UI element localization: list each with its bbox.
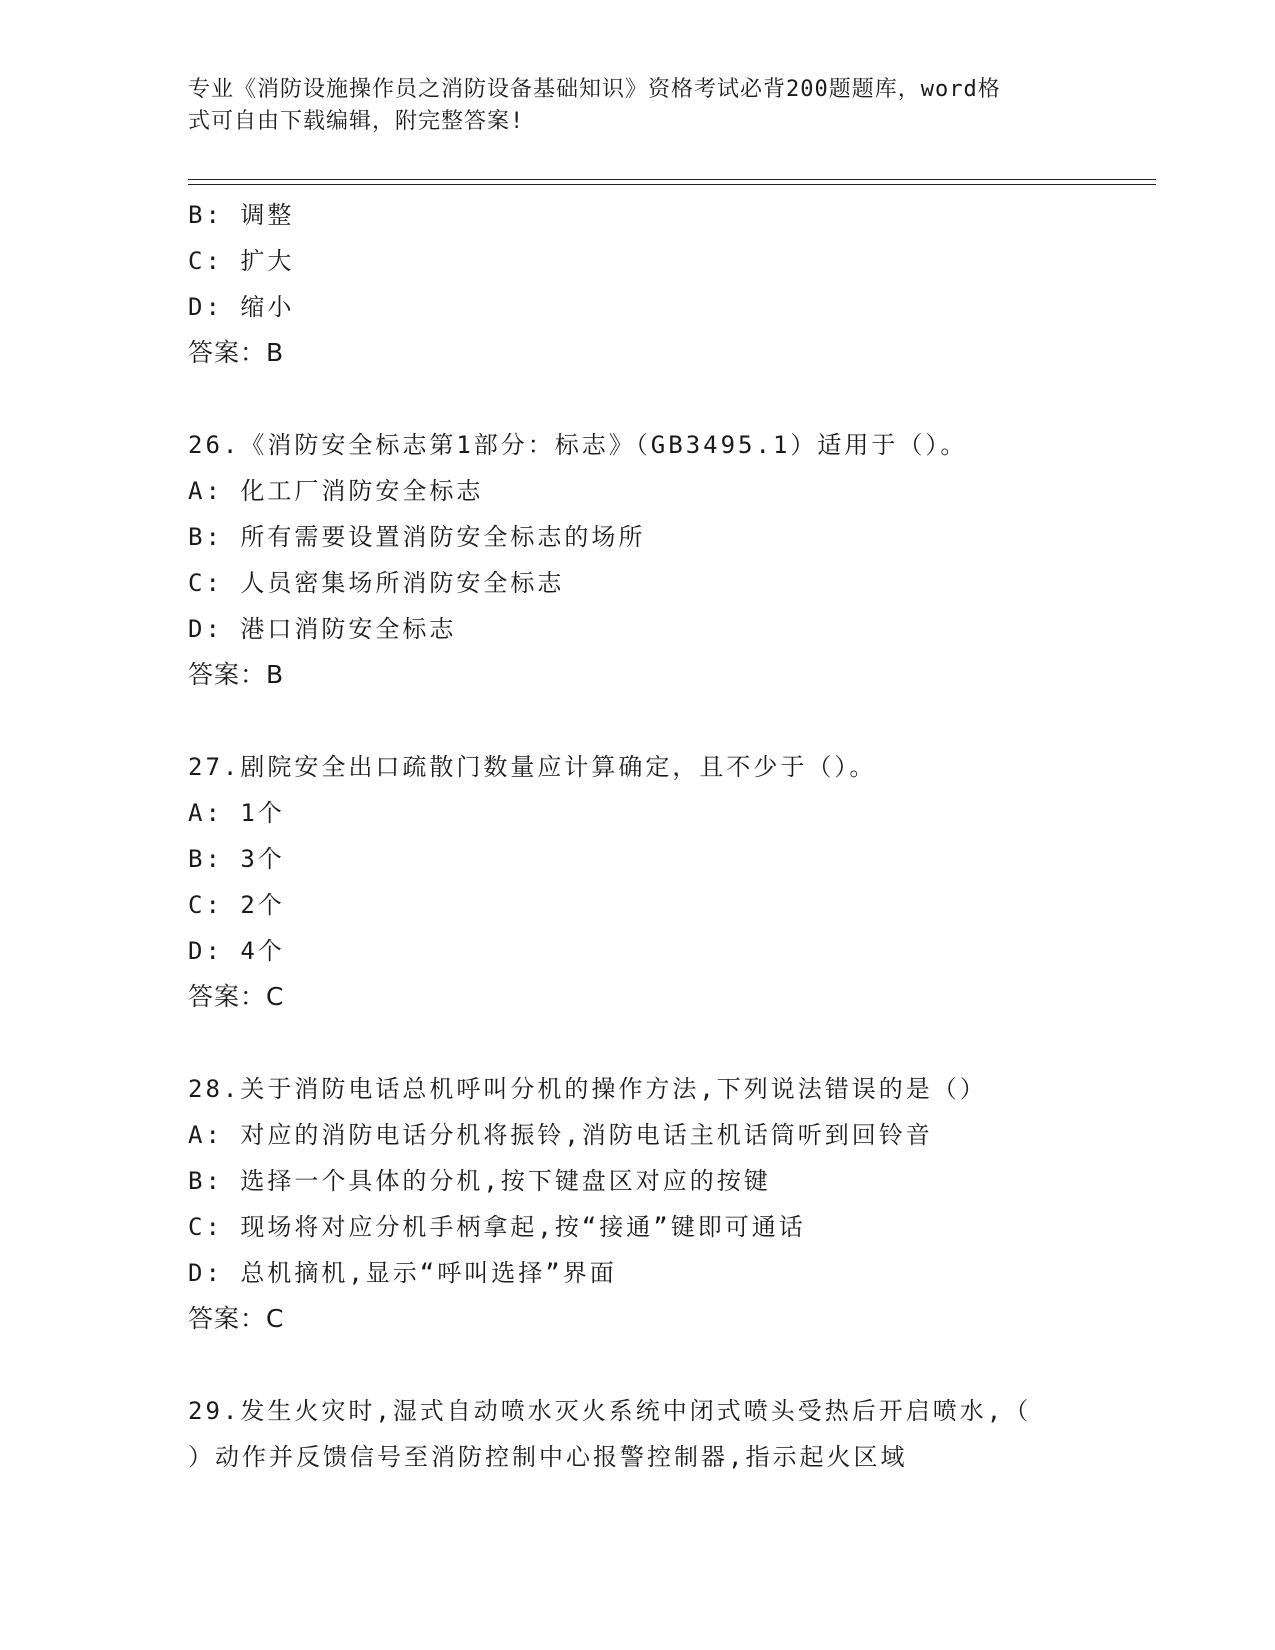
question-stem: 29.发生火灾时,湿式自动喷水灭火系统中闭式喷头受热后开启喷水,（ [188,1397,1032,1425]
option-a: A: 对应的消防电话分机将振铃,消防电话主机话筒听到回铃音 [188,1121,933,1149]
question-27 [188,744,1088,1020]
answer-line: 答案：C [188,1304,285,1333]
header-title-line-2: 式可自由下载编辑，附完整答案! [188,109,525,134]
option-c: C: 扩大 [188,247,295,275]
option-a: A: 化工厂消防安全标志 [188,477,484,505]
option-d: D: 4个 [188,937,285,965]
header-divider-top [188,179,1156,180]
question-26 [188,422,1088,698]
question-stem: 27.剧院安全出口疏散门数量应计算确定，且不少于（）。 [188,753,877,781]
document-header [188,74,1088,138]
option-b: B: 3个 [188,845,285,873]
option-d: D: 港口消防安全标志 [188,615,457,643]
question-28 [188,1066,1088,1342]
option-b: B: 选择一个具体的分机,按下键盘区对应的按键 [188,1167,771,1195]
option-d: D: 总机摘机,显示“呼叫选择”界面 [188,1259,617,1287]
header-title-line-1: 专业《消防设施操作员之消防设备基础知识》资格考试必背200题题库，word格 [188,77,1001,102]
spacer [188,376,1088,422]
option-c: C: 现场将对应分机手柄拿起,按“接通”键即可通话 [188,1213,806,1241]
answer-line: 答案：B [188,338,285,367]
option-b: B: 调整 [188,201,295,229]
option-d: D: 缩小 [188,293,295,321]
question-list [188,192,1088,1480]
spacer [188,1020,1088,1066]
question-25 [188,192,1088,376]
answer-line: 答案：B [188,660,285,689]
option-a: A: 1个 [188,799,285,827]
question-stem: 26.《消防安全标志第1部分：标志》（GB3495.1）适用于（）。 [188,431,968,459]
option-b: B: 所有需要设置消防安全标志的场所 [188,523,646,551]
question-stem: 28.关于消防电话总机呼叫分机的操作方法,下列说法错误的是（） [188,1075,987,1103]
option-c: C: 2个 [188,891,285,919]
question-29 [188,1388,1088,1480]
spacer [188,698,1088,744]
header-divider-bottom [188,184,1156,185]
option-c: C: 人员密集场所消防安全标志 [188,569,565,597]
question-stem-continued: ）动作并反馈信号至消防控制中心报警控制器,指示起火区域 [188,1443,908,1471]
spacer [188,1342,1088,1388]
answer-line: 答案：C [188,982,285,1011]
